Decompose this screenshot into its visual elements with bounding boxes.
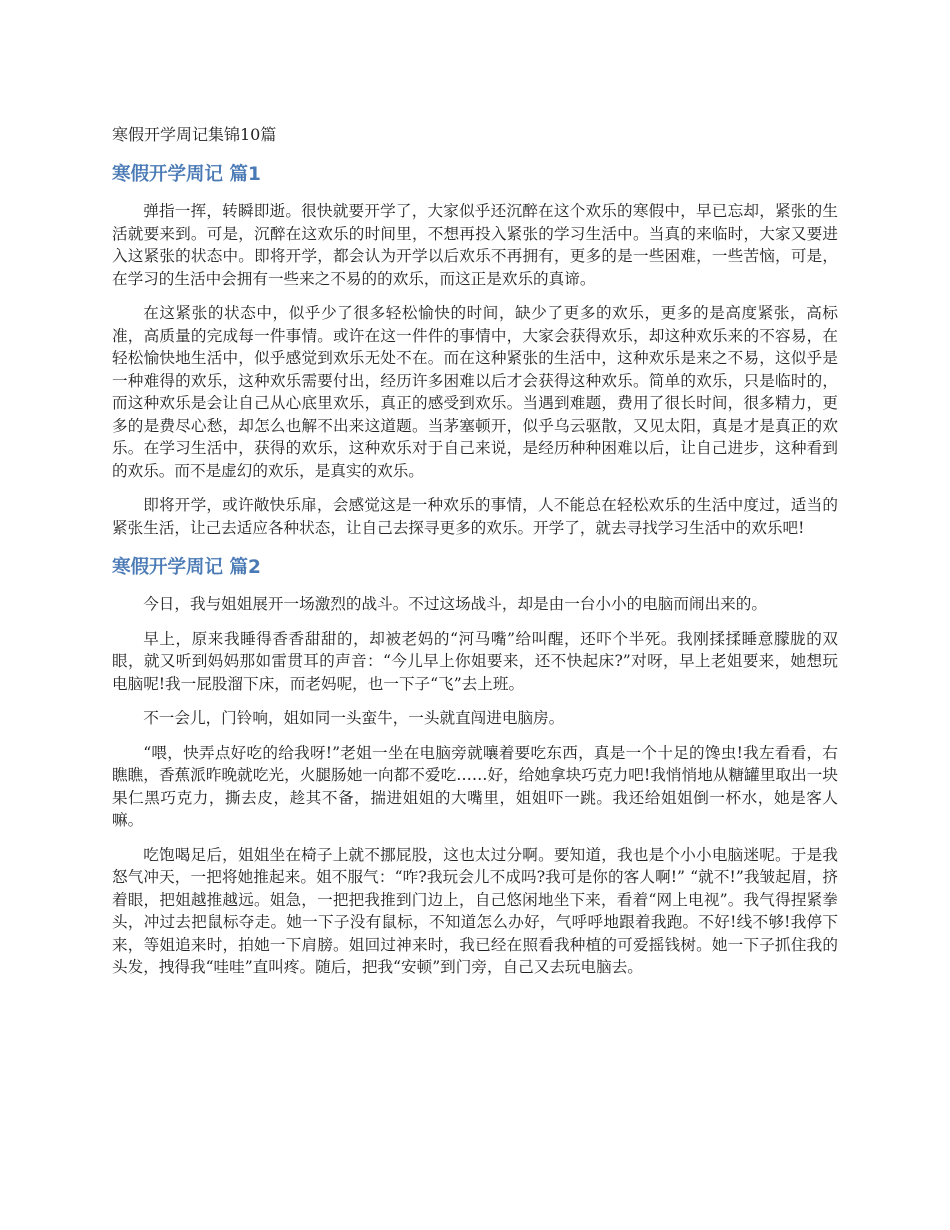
section-heading: 寒假开学周记 篇1: [112, 164, 261, 185]
paragraph: 早上，原来我睡得香香甜甜的，却被老妈的“河马嘴”给叫醒，还吓个半死。我刚揉揉睡意朦胧的双眼，就又听到妈妈那如雷贯耳的声音：“今儿早上你姐要来，还不快起床?”对呀，早上老姐要来，她想玩电脑呢!我一屁股溜下床，而老妈呢，也一下子“飞”去上班。: [112, 629, 838, 693]
paragraph: 吃饱喝足后，姐姐坐在椅子上就不挪屁股，这也太过分啊。要知道，我也是个小小电脑迷呢。于是我怒气冲天，一把将她推起来。姐不服气：“咋?我玩会儿不成吗?我可是你的客人啊!” “就不!”我皱起眉，挤着眼，把姐越推越远。姐急，一把把我推到门边上，自己悠闲地坐下来，看着“网上电视”。我气得捏紧拳头，冲过去把鼠标夺走。她一下子没有鼠标，不知道怎么办好，气呼呼地跟着我跑。不好!线不够!我停下来，等姐追来时，拍她一下肩膀。姐回过神来时，我已经在照看我种植的可爱摇钱树。她一下子抓住我的头发，拽得我“哇哇”直叫疼。随后，把我“安顿”到门旁，自己又去玩电脑去。: [112, 845, 838, 976]
paragraph: 弹指一挥，转瞬即逝。很快就要开学了，大家似乎还沉醉在这个欢乐的寒假中，早已忘却，紧张的生活就要来到。可是，沉醉在这欢乐的时间里，不想再投入紧张的学习生活中。当真的来临时，大家又要进入这紧张的状态中。即将开学，都会认为开学以后欢乐不再拥有，更多的是一些困难，一些苦恼，可是，在学习的生活中会拥有一些来之不易的的欢乐，而这正是欢乐的真谛。: [112, 202, 838, 288]
section-heading: 寒假开学周记 篇2: [112, 557, 261, 578]
paragraph: 在这紧张的状态中，似乎少了很多轻松愉快的时间，缺少了更多的欢乐，更多的是高度紧张，高标准，高质量的完成每一件事情。或许在这一件件的事情中，大家会获得欢乐，却这种欢乐来的不容易，在轻松愉快地生活中，似乎感觉到欢乐无处不在。而在这种紧张的生活中，这种欢乐是来之不易，这似乎是一种难得的欢乐，这种欢乐需要付出，经历许多困难以后才会获得这种欢乐。简单的欢乐，只是临时的，而这种欢乐是会让自己从心底里欢乐，真正的感受到欢乐。当遇到难题，费用了很长时间，很多精力，更多的是费尽心愁，却怎么也解不出来这道题。当茅塞顿开，似乎乌云驱散，又见太阳，真是才是真正的欢乐。在学习生活中，获得的欢乐，这种欢乐对于自己来说，是经历种种困难以后，让自己进步，这种看到的欢乐。而不是虚幻的欢乐，是真实的欢乐。: [112, 304, 838, 480]
document-title: 寒假开学周记集锦10篇: [112, 125, 277, 144]
paragraph: 今日，我与姐姐展开一场激烈的战斗。不过这场战斗，却是由一台小小的电脑而闹出来的。: [143, 595, 767, 613]
paragraph: 不一会儿，门铃响，姐如同一头蛮牛，一头就直闯进电脑房。: [143, 709, 565, 727]
paragraph: “喂，快弄点好吃的给我呀!”老姐一坐在电脑旁就嚷着要吃东西，真是一个十足的馋虫!我左看看，右瞧瞧，香蕉派昨晚就吃光，火腿肠她一向都不爱吃……好，给她拿块巧克力吧!我悄悄地从糖罐里取出一块果仁黑巧克力，撕去皮，趁其不备，揣进姐姐的大嘴里，姐姐吓一跳。我还给姐姐倒一杯水，她是客人嘛。: [112, 743, 838, 829]
section-2: [112, 555, 838, 979]
paragraph: 即将开学，或许敞快乐扉，会感觉这是一种欢乐的事情，人不能总在轻松欢乐的生活中度过，适当的紧张生活，让己去适应各种状态，让自己去探寻更多的欢乐。开学了，就去寻找学习生活中的欢乐吧!: [112, 496, 838, 537]
section-1: [112, 162, 838, 539]
